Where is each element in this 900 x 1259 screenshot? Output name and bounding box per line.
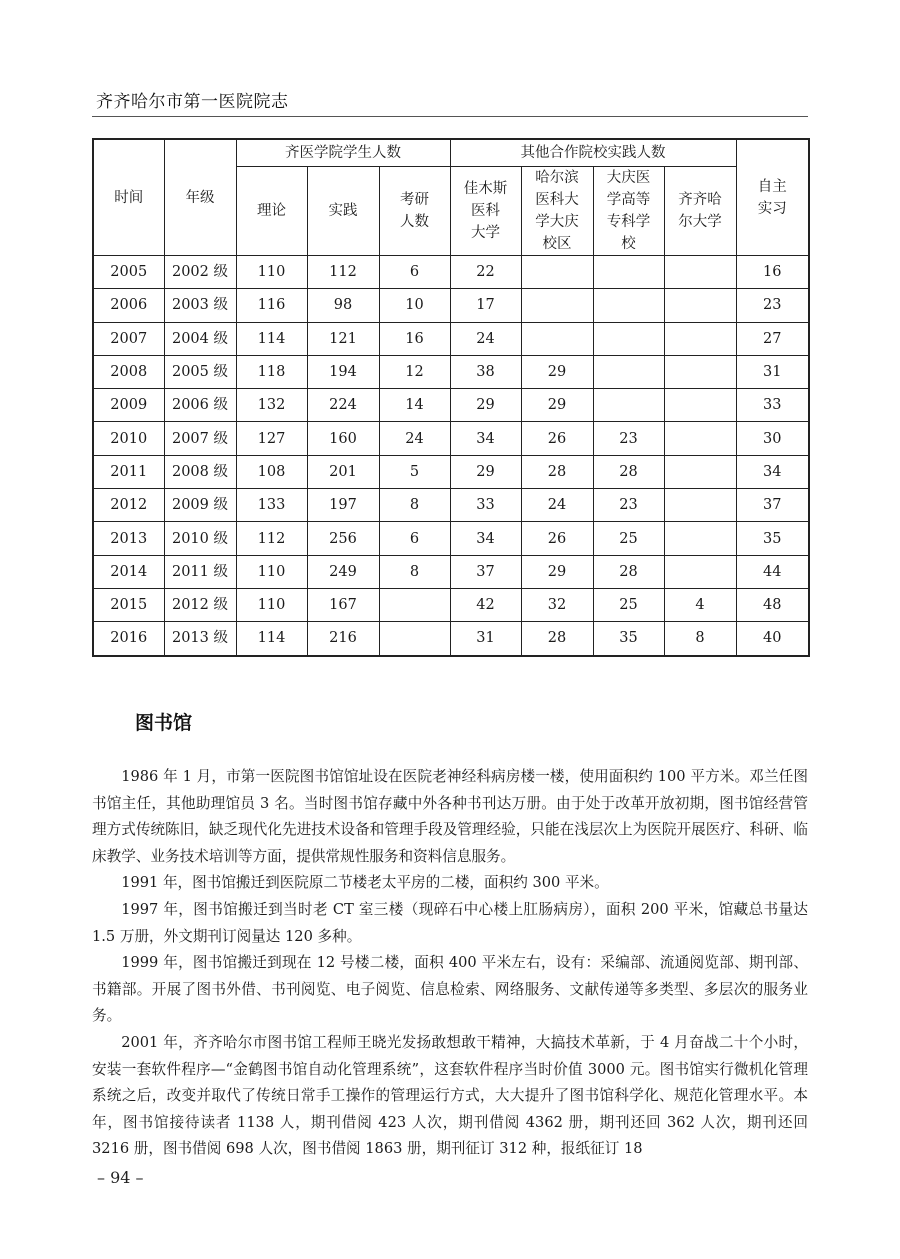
table-cell	[593, 355, 664, 388]
table-cell: 24	[521, 489, 593, 522]
section-heading: 图书馆	[135, 712, 193, 734]
table-row	[93, 588, 809, 621]
table-cell: 2010	[93, 422, 164, 455]
table-cell: 34	[450, 522, 521, 555]
table-cell: 160	[307, 422, 379, 455]
table-cell: 110	[236, 588, 307, 621]
table-cell: 249	[307, 555, 379, 588]
header-harbin-daqing: 哈尔滨 医科大 学大庆 校区	[521, 167, 593, 256]
table-cell: 197	[307, 489, 379, 522]
table-cell: 112	[307, 256, 379, 289]
table-cell: 29	[521, 355, 593, 388]
table-cell: 8	[664, 622, 736, 656]
table-cell	[664, 289, 736, 322]
table-cell	[664, 422, 736, 455]
table-cell	[664, 555, 736, 588]
table-row	[93, 622, 809, 656]
table-cell: 23	[593, 489, 664, 522]
header-jiamusi: 佳木斯 医科 大学	[450, 167, 521, 256]
table-row	[93, 289, 809, 322]
table-cell: 2016	[93, 622, 164, 656]
header-self-internship: 自主 实习	[736, 139, 809, 256]
table-cell: 14	[379, 389, 450, 422]
table-cell: 2014	[93, 555, 164, 588]
table-cell: 4	[664, 588, 736, 621]
table-cell: 224	[307, 389, 379, 422]
table-row	[93, 489, 809, 522]
table-cell: 30	[736, 422, 809, 455]
table-cell: 6	[379, 522, 450, 555]
table-row	[93, 555, 809, 588]
table-cell: 114	[236, 622, 307, 656]
paragraph: 1999 年，图书馆搬迁到现在 12 号楼二楼，面积 400 平米左右，设有：采编部、流通阅览部、期刊部、书籍部。开展了图书外借、书刊阅览、电子阅览、信息检索、网络服务、文献传递等多类型、多层次的服务业务。	[92, 954, 808, 1025]
table-cell: 44	[736, 555, 809, 588]
header-daqing-college: 大庆医 学高等 专科学 校	[593, 167, 664, 256]
table-cell: 29	[450, 455, 521, 488]
table-cell	[664, 355, 736, 388]
table-cell: 35	[593, 622, 664, 656]
table-cell: 17	[450, 289, 521, 322]
table-cell: 2005	[93, 256, 164, 289]
table-cell: 2009	[93, 389, 164, 422]
table-cell: 40	[736, 622, 809, 656]
table-cell: 27	[736, 322, 809, 355]
table-cell: 38	[450, 355, 521, 388]
table-cell: 127	[236, 422, 307, 455]
table-cell: 29	[521, 555, 593, 588]
table-cell: 110	[236, 256, 307, 289]
table-cell: 24	[450, 322, 521, 355]
table-row	[93, 322, 809, 355]
table-cell: 112	[236, 522, 307, 555]
header-group-qi: 齐医学院学生人数	[236, 139, 450, 167]
table-cell: 35	[736, 522, 809, 555]
table-cell	[664, 389, 736, 422]
table-cell: 2009 级	[164, 489, 236, 522]
table-body	[93, 256, 809, 656]
table-cell: 2006	[93, 289, 164, 322]
header-group-other: 其他合作院校实践人数	[450, 139, 736, 167]
table-cell: 28	[593, 555, 664, 588]
table-cell: 31	[736, 355, 809, 388]
table-cell: 6	[379, 256, 450, 289]
table-cell: 116	[236, 289, 307, 322]
table-cell: 2013	[93, 522, 164, 555]
table-row	[93, 422, 809, 455]
table-cell: 201	[307, 455, 379, 488]
table-cell: 28	[521, 622, 593, 656]
table-cell: 10	[379, 289, 450, 322]
table-cell: 33	[736, 389, 809, 422]
table-cell: 2007	[93, 322, 164, 355]
table-cell: 256	[307, 522, 379, 555]
table-cell	[664, 489, 736, 522]
table-cell: 132	[236, 389, 307, 422]
paragraph: 2001 年，齐齐哈尔市图书馆工程师王晓光发扬敢想敢干精神，大搞技术革新，于 4 月奋战二十个小时，安装一套软件程序—“金鹤图书馆自动化管理系统”，这套软件程序当时价值 3000 元。图书馆实行微机化管理系统之后，改变并取代了传统日常手工操作的管理运行方式，大大提升了图书馆科学化、规范化管理水平。本年，图书馆接待读者 1138 人，期刊借阅 423 人次，期刊借阅 4362 册，期刊还回 362 人次，期刊还回 3216 册，图书借阅 698 人次，图书借阅 1863 册，期刊征订 312 种，报纸征订 18	[92, 1033, 808, 1158]
table-cell: 23	[736, 289, 809, 322]
header-rule	[92, 116, 808, 117]
table-cell: 2010 级	[164, 522, 236, 555]
table-cell: 2012 级	[164, 588, 236, 621]
table-cell: 33	[450, 489, 521, 522]
table-cell: 25	[593, 588, 664, 621]
running-header-title: 齐齐哈尔市第一医院院志	[96, 92, 289, 112]
table-cell: 2013 级	[164, 622, 236, 656]
table-cell	[664, 455, 736, 488]
table-cell: 28	[593, 455, 664, 488]
table-cell: 2015	[93, 588, 164, 621]
table-cell	[664, 322, 736, 355]
table-row	[93, 355, 809, 388]
table-cell: 34	[450, 422, 521, 455]
table-cell: 2003 级	[164, 289, 236, 322]
paragraph: 1997 年，图书馆搬迁到当时老 CT 室三楼（现碎石中心楼上肛肠病房），面积 200 平米，馆藏总书量达 1.5 万册，外文期刊订阅量达 120 多种。	[92, 900, 808, 945]
table-cell: 31	[450, 622, 521, 656]
table-row	[93, 522, 809, 555]
table-cell: 5	[379, 455, 450, 488]
table-cell: 2006 级	[164, 389, 236, 422]
table-cell: 37	[736, 489, 809, 522]
table-cell: 25	[593, 522, 664, 555]
header-time: 时间	[93, 139, 164, 256]
table-cell: 194	[307, 355, 379, 388]
table-cell: 2007 级	[164, 422, 236, 455]
table-cell	[593, 322, 664, 355]
table-cell: 48	[736, 588, 809, 621]
table-cell: 133	[236, 489, 307, 522]
header-qiqihar-university: 齐齐哈 尔大学	[664, 167, 736, 256]
table-cell	[521, 289, 593, 322]
table-row	[93, 256, 809, 289]
table-cell	[664, 256, 736, 289]
table-cell: 114	[236, 322, 307, 355]
table-cell: 22	[450, 256, 521, 289]
table-cell: 16	[736, 256, 809, 289]
table-cell: 12	[379, 355, 450, 388]
table-cell: 216	[307, 622, 379, 656]
table-cell: 42	[450, 588, 521, 621]
table-cell: 110	[236, 555, 307, 588]
table-cell	[593, 256, 664, 289]
table-cell: 118	[236, 355, 307, 388]
table-cell	[521, 322, 593, 355]
table-cell: 34	[736, 455, 809, 488]
student-statistics-table	[92, 138, 810, 657]
table-cell: 167	[307, 588, 379, 621]
table-cell: 2011	[93, 455, 164, 488]
paragraph: 1986 年 1 月，市第一医院图书馆馆址设在医院老神经科病房楼一楼，使用面积约 100 平方米。邓兰任图书馆主任，其他助理馆员 3 名。当时图书馆存藏中外各种书刊达万册。由于处于改革开放初期，图书馆经营管理方式传统陈旧，缺乏现代化先进技术设备和管理手段及管理经验，只能在浅层次上为医院开展医疗、科研、临床教学、业务技术培训等方面，提供常规性服务和资料信息服务。	[92, 768, 808, 865]
header-exam-count: 考研 人数	[379, 167, 450, 256]
table-cell: 37	[450, 555, 521, 588]
table-cell	[521, 256, 593, 289]
table-cell: 23	[593, 422, 664, 455]
table-cell: 29	[450, 389, 521, 422]
table-cell: 2008	[93, 355, 164, 388]
paragraph: 1991 年，图书馆搬迁到医院原二节楼老太平房的二楼，面积约 300 平米。	[121, 874, 609, 892]
table-cell: 29	[521, 389, 593, 422]
page-number: – 94 –	[97, 1168, 144, 1187]
table-cell	[664, 522, 736, 555]
table-cell: 32	[521, 588, 593, 621]
table-cell: 24	[379, 422, 450, 455]
table-cell: 98	[307, 289, 379, 322]
table-cell: 16	[379, 322, 450, 355]
header-practice: 实践	[307, 167, 379, 256]
body-text	[92, 764, 808, 1163]
table-cell: 2004 级	[164, 322, 236, 355]
table-cell	[593, 289, 664, 322]
table-cell: 2002 级	[164, 256, 236, 289]
table-row	[93, 389, 809, 422]
table-cell: 8	[379, 555, 450, 588]
table-cell: 108	[236, 455, 307, 488]
table-cell	[593, 389, 664, 422]
header-theory: 理论	[236, 167, 307, 256]
table-cell	[379, 588, 450, 621]
table-cell: 2008 级	[164, 455, 236, 488]
table-cell: 28	[521, 455, 593, 488]
table-cell: 2005 级	[164, 355, 236, 388]
header-grade: 年级	[164, 139, 236, 256]
table-cell: 8	[379, 489, 450, 522]
table-cell: 2011 级	[164, 555, 236, 588]
table-cell: 2012	[93, 489, 164, 522]
table-cell	[379, 622, 450, 656]
table-cell: 26	[521, 422, 593, 455]
table-cell: 121	[307, 322, 379, 355]
table-cell: 26	[521, 522, 593, 555]
table-row	[93, 455, 809, 488]
